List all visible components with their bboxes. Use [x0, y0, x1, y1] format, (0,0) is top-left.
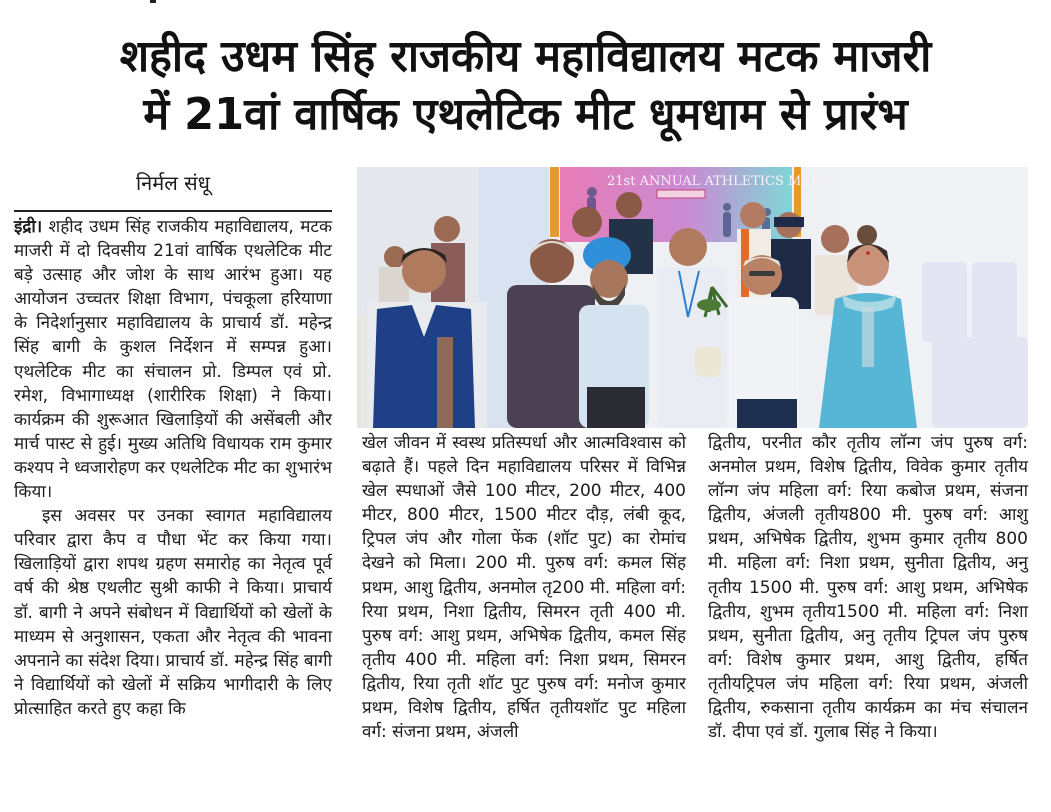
column-3-text: द्वितीय, परनीत कौर तृतीय लॉन्ग जंप पुरुष वर्ग: अनमोल प्रथम, विशेष द्वितीय, विवेक कुमार तृतीय लॉन्ग जंप महिला वर्ग: रिया कबोज प्रथम, संजना द्वितीय, अंजली तृतीय800 मी. पुरुष वर्ग: आशु प्रथम, अभिषेक द्वितीय, शुभम कुमार तृतीय 800 मी. महिला वर्ग: निशा प्रथम, सुनीता द्वितीय, अनु तृतीय 1500 मी. पुरुष वर्ग: आशु प्रथम, अभिषेक द्वितीय, शुभम तृतीय1500 मी. महिला वर्ग: निशा प्रथम, सुनीता द्वितीय, अनु तृतीय ट्रिपल जंप पुरुष वर्ग: विशेष कुमार प्रथम, आशु द्वितीय, हर्षित तृतीयट्रिपल जंप महिला वर्ग: रिया प्रथम, अंजली द्वितीय, रुकसाना तृतीय कार्यक्रम का मंच संचालन डॉ. दीपा एवं डॉ. गुलाब सिंह ने किया। [708, 433, 1028, 743]
byline: निर्मल संधू [136, 171, 210, 195]
headline-line-1: शहीद उधम सिंह राजकीय महाविद्यालय मटक माजरी [119, 31, 932, 82]
paragraph-2: इस अवसर पर उनका स्वागत महाविद्यालय परिवार द्वारा कैप व पौधा भेंट कर किया गया। खिलाड़ियों द्वारा शपथ ग्रहण समारोह का नेतृत्व पूर्व वर्ष की श्रेष्ठ एथलीट सुश्री काफी ने किया। प्राचार्य डॉ. बागी ने अपने संबोधन में विद्यार्थियों को खेलों के माध्यम से अनुशासन, एकता और नेतृत्व की भावना अपनाने का संदेश दिया। प्राचार्य डॉ. महेन्द्र सिंह बागी ने विद्यार्थियों को खेलों में सक्रिय भागीदारी के लिए प्रोत्साहित करते हुए कहा कि [14, 506, 332, 719]
dateline: इंद्री। [14, 217, 43, 237]
headline [11, 28, 1041, 144]
article-column-1 [14, 215, 332, 721]
paragraph-1 [14, 215, 332, 504]
article-column-2 [362, 431, 686, 744]
byline-divider [14, 210, 332, 212]
article-column-3 [708, 431, 1028, 744]
clipping-edge-mark [150, 0, 156, 3]
column-2-text: खेल जीवन में स्वस्थ प्रतिस्पर्धा और आत्मविश्वास को बढ़ाते हैं। पहले दिन महाविद्यालय परिसर में विभिन्न खेल स्पधाओं जैसे 100 मीटर, 200 मीटर, 400 मीटर, 800 मीटर, 1500 मीटर दौड़, लंबी कूद, ट्रिपल जंप और गोला फेंक (शॉट पुट) का रोमांच देखने को मिला। 200 मी. पुरुष वर्ग: कमल सिंह प्रथम, आशु द्वितीय, अनमोल तृ200 मी. महिला वर्ग: रिया प्रथम, निशा द्वितीय, सिमरन तृती 400 मी. पुरुष वर्ग: आशु प्रथम, अभिषेक द्वितीय, कमल सिंह तृतीय 400 मी. महिला वर्ग: निशा प्रथम, सिमरन द्वितीय, रिया तृती शॉट पुट पुरुष वर्ग: मनोज कुमार प्रथम, विशेष द्वितीय, हर्षित तृतीयशॉट पुट महिला वर्ग: संजना प्रथम, अंजली [362, 433, 686, 743]
paragraph-1-text: शहीद उधम सिंह राजकीय महाविद्यालय, मटक माजरी में दो दिवसीय 21वां वार्षिक एथलेटिक मीट बड़े उत्साह और जोश के साथ आरंभ हुआ। यह आयोजन उच्चतर शिक्षा विभाग, पंचकूला हरियाणा के निदेर्शानुसार महाविद्यालय के प्राचार्य डॉ. महेन्द्र सिंह बागी के कुशल निर्देशन में सम्पन्न हुआ। एथलेटिक मीट का संचालन प्रो. डिम्पल एवं प्रो. रमेश, विभागाध्यक्ष (शारीरिक शिक्षा) ने किया। कार्यक्रम की शुरूआत खिलाड़ियों की असेंबली और मार्च पास्ट से हुई। मुख्य अतिथि विधायक राम कुमार कश्यप ने ध्वजारोहण कर एथलेटिक मीट का शुभारंभ किया। [14, 217, 333, 503]
banner-text: 21st ANNUAL ATHLETICS MEET [607, 174, 829, 189]
event-photo-illustration [357, 167, 1028, 428]
headline-line-2: में 21वां वार्षिक एथलेटिक मीट धूमधाम से प्रारंभ [143, 89, 908, 140]
news-photo [357, 167, 1028, 428]
